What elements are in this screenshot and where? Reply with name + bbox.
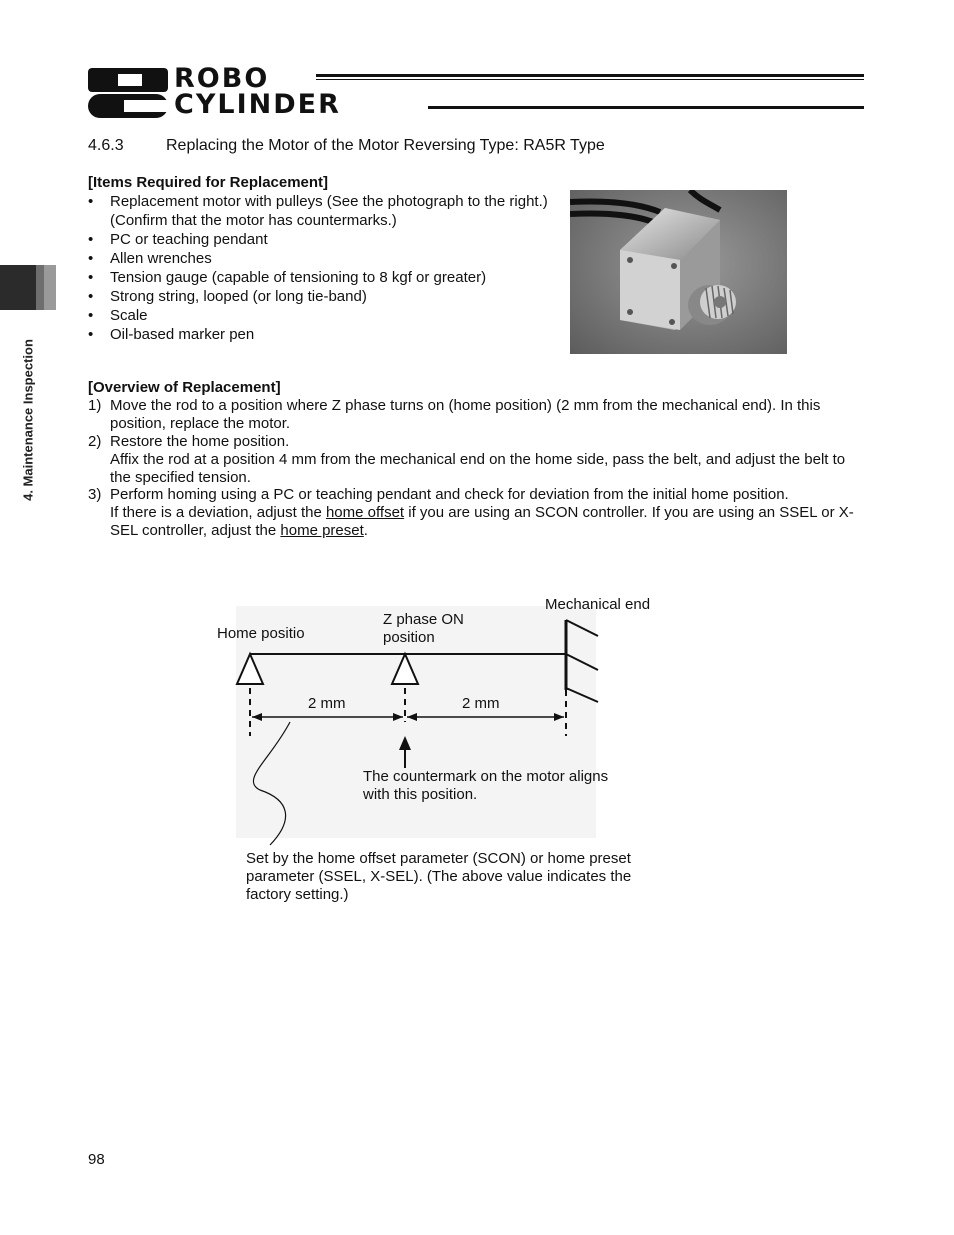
list-item-text: Allen wrenches <box>110 250 212 267</box>
list-item <box>88 287 548 306</box>
countermark-note-line1: The countermark on the motor aligns <box>363 768 609 785</box>
list-item-text: Tension gauge (capable of tensioning to 8 kgf or greater) <box>110 269 487 286</box>
home-position-diagram <box>210 590 680 920</box>
robo-cylinder-logo <box>88 63 868 122</box>
step-detail-text: if you are using an SCON controller. If you are using an SSEL or X-SEL controller, adjust the <box>110 504 854 539</box>
items-required-list <box>88 192 548 344</box>
mechanical-end-label: Mechanical end <box>545 596 651 613</box>
step-detail-text: . <box>363 522 368 539</box>
parameter-note-line1: Set by the home offset parameter (SCON) or home preset <box>246 850 631 867</box>
list-item <box>88 249 548 268</box>
list-item <box>88 230 548 249</box>
step-detail <box>110 504 870 540</box>
logo-text-robo: ROBO <box>174 63 270 94</box>
items-required-heading: [Items Required for Replacement] <box>88 174 329 191</box>
overview-step-1 <box>88 397 878 433</box>
page-number: 98 <box>88 1151 105 1168</box>
chapter-tab-stripe-light <box>44 265 56 310</box>
overview-step-2 <box>88 433 878 487</box>
list-item-text: Scale <box>110 307 148 324</box>
parameter-note-line3: factory setting.) <box>246 886 349 903</box>
motor-photograph <box>570 190 787 354</box>
list-item <box>88 268 548 287</box>
step-number: 2) <box>88 433 102 450</box>
list-item-text: PC or teaching pendant <box>110 231 268 248</box>
home-preset-term: home preset <box>280 522 364 539</box>
zphase-label-line2: position <box>383 629 435 646</box>
overview-heading: [Overview of Replacement] <box>88 379 281 396</box>
section-number: 4.6.3 <box>88 137 124 154</box>
list-item-text: Strong string, looped (or long tie-band) <box>110 288 367 305</box>
list-item-text: Replacement motor with pulleys (See the photograph to the right.) <box>110 193 548 210</box>
step-number: 3) <box>88 486 102 503</box>
step-number: 1) <box>88 397 102 414</box>
list-item <box>88 325 548 344</box>
section-title: Replacing the Motor of the Motor Reversing Type: RA5R Type <box>166 137 605 154</box>
dimension-label-2: 2 mm <box>462 695 500 712</box>
home-position-label: Home positio <box>217 625 305 642</box>
dimension-label-1: 2 mm <box>308 695 346 712</box>
list-item <box>88 192 548 230</box>
parameter-note-line2: parameter (SSEL, X-SEL). (The above value indicates the <box>246 868 632 885</box>
list-item-subtext: (Confirm that the motor has countermarks.) <box>110 212 397 229</box>
list-item-text: Oil-based marker pen <box>110 326 255 343</box>
countermark-note-line2: with this position. <box>363 786 478 803</box>
step-detail: Affix the rod at a position 4 mm from the mechanical end on the home side, pass the belt, and adjust the belt to the specified tension. <box>110 451 846 486</box>
chapter-side-label: 4. Maintenance Inspection <box>20 339 36 501</box>
list-item <box>88 306 548 325</box>
step-text: Restore the home position. <box>110 433 290 450</box>
chapter-tab-stripe <box>36 265 44 310</box>
home-offset-term: home offset <box>325 504 405 521</box>
step-text: Move the rod to a position where Z phase turns on (home position) (2 mm from the mechanical end). In this position, replace the motor. <box>110 397 821 432</box>
step-text: Perform homing using a PC or teaching pendant and check for deviation from the initial home position. <box>110 486 789 503</box>
zphase-label-line1: Z phase ON <box>383 611 464 628</box>
step-detail-text: If there is a deviation, adjust the <box>110 504 326 521</box>
logo-text-cylinder: CYLINDER <box>174 89 341 120</box>
overview-step-3 <box>88 486 878 540</box>
